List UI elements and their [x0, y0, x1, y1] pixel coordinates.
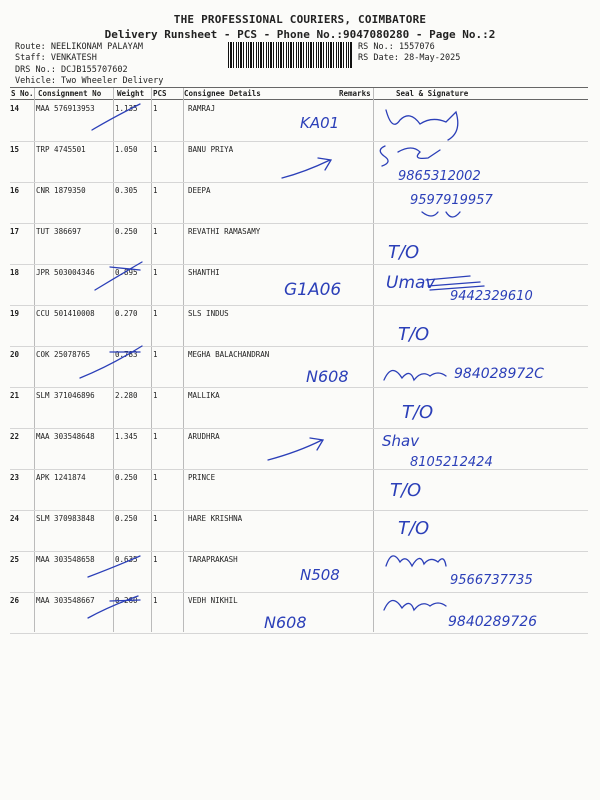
- phone-row-22: 8105212424: [410, 455, 493, 470]
- row-consignee: RAMRAJ: [188, 104, 216, 113]
- phone-row-20: 984028972C: [454, 366, 544, 382]
- row-consignment: JPR 503004346: [36, 268, 95, 277]
- row-consignment: SLM 370983848: [36, 514, 95, 523]
- row-consignee: SHANTHI: [188, 268, 220, 277]
- row-pcs: 1: [153, 432, 158, 441]
- phone-row-26: 9840289726: [448, 614, 538, 630]
- row-pcs: 1: [153, 555, 158, 564]
- rs-date: RS Date: 28-May-2025: [358, 53, 461, 63]
- remark-row-25: N508: [300, 566, 340, 584]
- route-label: Route: NEELIKONAM PALAYAM: [15, 42, 143, 52]
- row-weight: 0.260: [115, 596, 138, 605]
- table-row: [10, 592, 588, 634]
- row-pcs: 1: [153, 514, 158, 523]
- table-row: [10, 387, 588, 429]
- col-header-sno: S No.: [11, 89, 34, 98]
- table-row: [10, 264, 588, 306]
- row-pcs: 1: [153, 473, 158, 482]
- row-weight: 0.250: [115, 227, 138, 236]
- row-weight: 0.895: [115, 268, 138, 277]
- row-consignee: DEEPA: [188, 186, 211, 195]
- row-consignee: VEDH NIKHIL: [188, 596, 238, 605]
- row-pcs: 1: [153, 227, 158, 236]
- row-weight: 0.250: [115, 473, 138, 482]
- row-consignment: COK 25078765: [36, 350, 91, 359]
- row-weight: 1.345: [115, 432, 138, 441]
- table-row: [10, 182, 588, 224]
- runsheet-subtitle: Delivery Runsheet - PCS - Phone No.:9047080280 - Page No.:2: [104, 28, 496, 41]
- row-weight: 0.783: [115, 350, 138, 359]
- row-pcs: 1: [153, 596, 158, 605]
- signature-row-24: T/O: [398, 518, 430, 539]
- remark-row-20: N608: [306, 367, 349, 386]
- row-weight: 0.270: [115, 309, 138, 318]
- drs-label: DRS No.: DCJB155707602: [15, 65, 128, 75]
- signature-row-19: T/O: [398, 324, 430, 345]
- table-row: [10, 551, 588, 593]
- row-sno: 25: [10, 555, 20, 564]
- row-consignment: MAA 303548667: [36, 596, 95, 605]
- row-sno: 23: [10, 473, 20, 482]
- row-consignment: TUT 386697: [36, 227, 82, 236]
- vehicle-label: Vehicle: Two Wheeler Delivery: [15, 76, 164, 86]
- row-consignee: PRINCE: [188, 473, 216, 482]
- row-consignee: MALLIKA: [188, 391, 220, 400]
- table-row: [10, 100, 588, 142]
- row-consignee: SLS INDUS: [188, 309, 229, 318]
- table-row: [10, 428, 588, 470]
- row-consignment: MAA 303548648: [36, 432, 95, 441]
- row-sno: 26: [10, 596, 20, 605]
- row-pcs: 1: [153, 309, 158, 318]
- signature-row-23: T/O: [390, 480, 422, 501]
- col-header-pcs: PCS: [153, 89, 167, 98]
- remark-row-14: KA01: [300, 114, 340, 132]
- col-header-consignment: Consignment No: [38, 89, 102, 98]
- row-pcs: 1: [153, 268, 158, 277]
- row-consignment: MAA 576913953: [36, 104, 95, 113]
- row-pcs: 1: [153, 145, 158, 154]
- row-weight: 0.305: [115, 186, 138, 195]
- row-consignee: HARE KRISHNA: [188, 514, 243, 523]
- signature-row-22: Shav: [382, 432, 420, 450]
- table-row: [10, 510, 588, 552]
- row-consignee: MEGHA BALACHANDRAN: [188, 350, 270, 359]
- staff-label: Staff: VENKATESH: [15, 53, 97, 63]
- remark-row-26: N608: [264, 613, 307, 632]
- row-sno: 19: [10, 309, 20, 318]
- row-consignee: ARUDHRA: [188, 432, 220, 441]
- phone-row-15: 9865312002: [398, 169, 481, 184]
- row-pcs: 1: [153, 350, 158, 359]
- row-sno: 17: [10, 227, 20, 236]
- phone-row-25: 9566737735: [450, 573, 533, 588]
- table-row: [10, 223, 588, 265]
- row-weight: 0.250: [115, 514, 138, 523]
- col-header-weight: Weight: [117, 89, 145, 98]
- row-sno: 21: [10, 391, 20, 400]
- row-pcs: 1: [153, 186, 158, 195]
- row-sno: 22: [10, 432, 20, 441]
- signature-row-21: T/O: [402, 402, 434, 423]
- barcode: [228, 42, 352, 68]
- phone-row-18: 9442329610: [450, 289, 533, 304]
- row-consignment: MAA 303548658: [36, 555, 95, 564]
- row-consignment: TRP 4745501: [36, 145, 86, 154]
- row-pcs: 1: [153, 391, 158, 400]
- row-sno: 14: [10, 104, 20, 113]
- rs-number: RS No.: 1557076: [358, 42, 435, 52]
- col-header-remarks: Remarks: [339, 89, 371, 98]
- table-row: [10, 346, 588, 388]
- row-pcs: 1: [153, 104, 158, 113]
- row-sno: 15: [10, 145, 20, 154]
- col-header-seal: Seal & Signature: [396, 89, 469, 98]
- row-weight: 1.050: [115, 145, 138, 154]
- row-sno: 20: [10, 350, 20, 359]
- table-row: [10, 469, 588, 511]
- col-header-consignee: Consignee Details: [184, 89, 261, 98]
- row-consignment: CCU 501410008: [36, 309, 95, 318]
- row-consignee: REVATHI RAMASAMY: [188, 227, 261, 236]
- signature-row-17: T/O: [388, 242, 420, 263]
- row-consignment: APK 1241874: [36, 473, 86, 482]
- row-consignee: BANU PRIYA: [188, 145, 234, 154]
- phone-row-16: 9597919957: [410, 193, 493, 208]
- table-row: [10, 141, 588, 183]
- row-weight: 0.635: [115, 555, 138, 564]
- row-weight: 1.135: [115, 104, 138, 113]
- header-top-divider: [10, 87, 588, 88]
- row-consignee: TARAPRAKASH: [188, 555, 238, 564]
- row-sno: 24: [10, 514, 20, 523]
- row-consignment: SLM 371046896: [36, 391, 95, 400]
- row-weight: 2.280: [115, 391, 138, 400]
- row-sno: 18: [10, 268, 20, 277]
- row-consignment: CNR 1879350: [36, 186, 86, 195]
- signature-row-18: Umav: [386, 273, 436, 293]
- runsheet-title: THE PROFESSIONAL COURIERS, COIMBATORE: [173, 13, 427, 26]
- remark-row-18: G1A06: [284, 280, 342, 300]
- row-sno: 16: [10, 186, 20, 195]
- table-row: [10, 305, 588, 347]
